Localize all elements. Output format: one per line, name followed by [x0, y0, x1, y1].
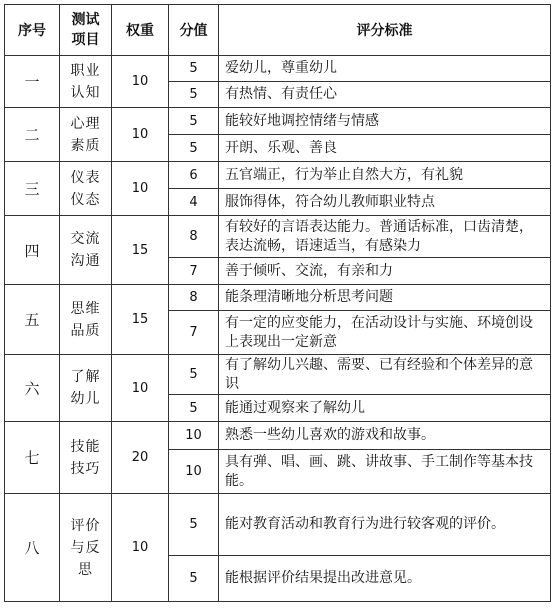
header-item-line1: 测试	[71, 12, 100, 28]
row-name	[60, 56, 112, 108]
criterion-score: 7	[169, 258, 219, 285]
row-name	[60, 285, 112, 355]
row-name-line2: 幼儿	[70, 391, 101, 407]
criterion-score: 8	[169, 285, 219, 311]
criterion-score: 5	[169, 56, 219, 82]
table-row	[5, 285, 551, 311]
row-index: 七	[5, 422, 60, 494]
table-row	[5, 422, 551, 450]
row-name-line1: 评价	[70, 517, 101, 534]
row-weight: 15	[112, 216, 169, 285]
criterion-score: 5	[169, 355, 219, 395]
row-weight: 20	[112, 422, 169, 494]
header-item-line2: 项目	[71, 32, 100, 48]
row-name	[60, 355, 112, 422]
row-index: 八	[5, 494, 60, 602]
row-weight: 15	[112, 285, 169, 355]
criterion-text: 善于倾听、交流，有亲和力	[219, 258, 551, 285]
criterion-score: 5	[169, 135, 219, 162]
criterion-text: 开朗、乐观、善良	[219, 135, 551, 162]
row-index: 三	[5, 162, 60, 216]
criterion-score: 5	[169, 494, 219, 556]
row-name	[60, 216, 112, 285]
header-weight: 权重	[112, 5, 169, 56]
row-name-line1: 仪表	[70, 169, 101, 186]
scoring-table-container	[4, 4, 551, 602]
table-row	[5, 494, 551, 556]
header-row	[5, 5, 551, 56]
table-row	[5, 355, 551, 395]
row-weight: 10	[112, 355, 169, 422]
criterion-text: 有较好的言语表达能力。普通话标准，口齿清楚，表达流畅，语速适当，有感染力	[219, 216, 551, 258]
row-name-line2: 仪态	[70, 191, 101, 208]
row-name-line2: 品质	[70, 322, 101, 339]
row-weight: 10	[112, 162, 169, 216]
row-name	[60, 162, 112, 216]
criterion-text: 五官端正，行为举止自然大方，有礼貌	[219, 162, 551, 189]
row-name-line2: 认知	[70, 84, 101, 101]
header-item	[60, 5, 112, 56]
row-weight: 10	[112, 56, 169, 108]
table-row	[5, 56, 551, 82]
criterion-score: 4	[169, 189, 219, 216]
criterion-text: 熟悉一些幼儿喜欢的游戏和故事。	[219, 422, 551, 450]
row-name-line1: 思维	[70, 300, 101, 317]
criterion-score: 5	[169, 108, 219, 135]
row-index: 五	[5, 285, 60, 355]
criterion-score: 5	[169, 395, 219, 422]
row-index: 六	[5, 355, 60, 422]
table-row	[5, 162, 551, 189]
row-name	[60, 494, 112, 602]
row-name-line1: 职业	[70, 62, 101, 79]
header-index: 序号	[5, 5, 60, 56]
criterion-text: 有一定的应变能力，在活动设计与实施、环境创设上表现出一定新意	[219, 311, 551, 355]
criterion-text: 能通过观察来了解幼儿	[219, 395, 551, 422]
criterion-score: 6	[169, 162, 219, 189]
row-index: 二	[5, 108, 60, 162]
row-index: 一	[5, 56, 60, 108]
row-name-line2: 沟通	[70, 253, 101, 269]
criterion-text: 能较好地调控情绪与情感	[219, 108, 551, 135]
criterion-text: 能条理清晰地分析思考问题	[219, 285, 551, 311]
row-name-line1: 技能	[70, 438, 101, 455]
row-name	[60, 422, 112, 494]
table-row	[5, 216, 551, 258]
row-weight: 10	[112, 108, 169, 162]
row-index: 四	[5, 216, 60, 285]
scoring-table	[4, 4, 551, 602]
row-name	[60, 108, 112, 162]
criterion-text: 有热情、有责任心	[219, 82, 551, 108]
criterion-score: 5	[169, 556, 219, 602]
header-criteria: 评分标准	[219, 5, 551, 56]
criterion-text: 能根据评价结果提出改进意见。	[219, 556, 551, 602]
row-name-line1: 了解	[70, 369, 101, 385]
criterion-score: 10	[169, 422, 219, 450]
criterion-text: 爱幼儿，尊重幼儿	[219, 56, 551, 82]
row-name-line2: 与反	[70, 539, 101, 556]
row-weight: 10	[112, 494, 169, 602]
row-name-line3: 思	[78, 561, 93, 578]
criterion-text: 服饰得体，符合幼儿教师职业特点	[219, 189, 551, 216]
criterion-text: 能对教育活动和教育行为进行较客观的评价。	[219, 494, 551, 556]
row-name-line1: 交流	[70, 231, 101, 247]
criterion-score: 7	[169, 311, 219, 355]
header-score: 分值	[169, 5, 219, 56]
row-name-line2: 技巧	[70, 460, 101, 477]
table-row	[5, 108, 551, 135]
criterion-text: 有了解幼儿兴趣、需要、已有经验和个体差异的意识	[219, 355, 551, 395]
row-name-line2: 素质	[70, 137, 101, 154]
criterion-score: 10	[169, 450, 219, 494]
criterion-score: 5	[169, 82, 219, 108]
criterion-text: 具有弹、唱、画、跳、讲故事、手工制作等基本技能。	[219, 450, 551, 494]
criterion-score: 8	[169, 216, 219, 258]
row-name-line1: 心理	[70, 115, 101, 132]
